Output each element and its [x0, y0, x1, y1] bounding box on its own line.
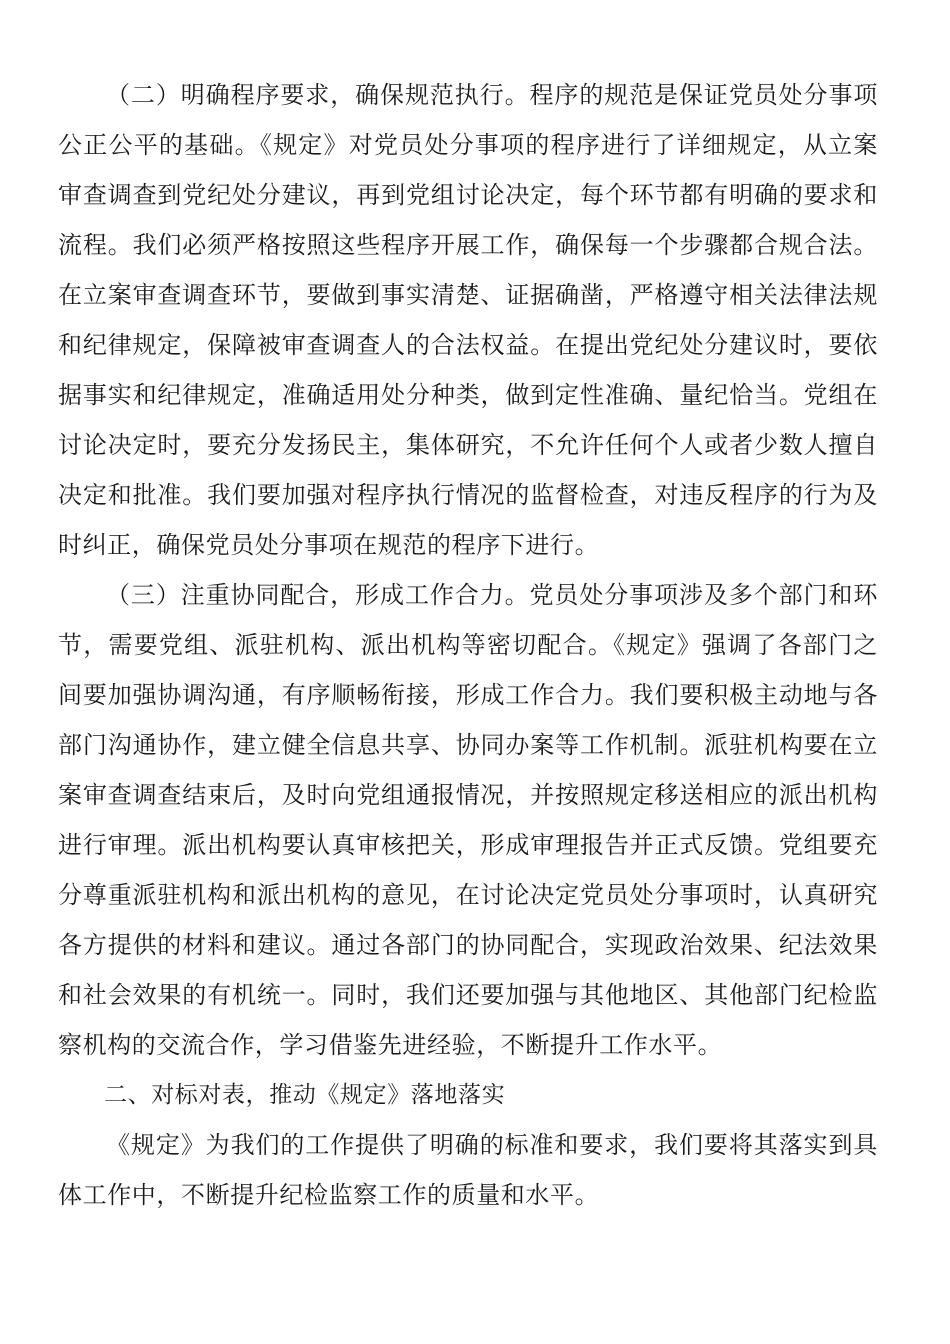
paragraph-coordination: （三）注重协同配合，形成工作合力。党员处分事项涉及多个部门和环节，需要党组、派驻机构、派出机构等密切配合。《规定》强调了各部门之间要加强协调沟通，有序顺畅衔接，形成工作合力。我们要积极主动地与各部门沟通协作，建立健全信息共享、协同办案等工作机制。派驻机构要在立案审查调查结束后，及时向党组通报情况，并按照规定移送相应的派出机构进行审理。派出机构要认真审核把关，形成审理报告并正式反馈。党组要充分尊重派驻机构和派出机构的意见，在讨论决定党员处分事项时，认真研究各方提供的材料和建议。通过各部门的协同配合，实现政治效果、纪法效果和社会效果的有机统一。同时，我们还要加强与其他地区、其他部门纪检监察机构的交流合作，学习借鉴先进经验，不断提升工作水平。: [58, 581, 878, 1059]
section-heading: 二、对标对表，推动《规定》落地落实: [104, 1082, 506, 1108]
document-body: [58, 70, 878, 1220]
paragraph-implementation: 《规定》为我们的工作提供了明确的标准和要求，我们要将其落实到具体工作中，不断提升纪检监察工作的质量和水平。: [58, 1131, 878, 1209]
paragraph-procedure-requirements: （二）明确程序要求，确保规范执行。程序的规范是保证党员处分事项公正公平的基础。《规定》对党员处分事项的程序进行了详细规定，从立案审查调查到党纪处分建议，再到党组讨论决定，每个环节都有明确的要求和流程。我们必须严格按照这些程序开展工作，确保每一个步骤都合规合法。在立案审查调查环节，要做到事实清楚、证据确凿，严格遵守相关法律法规和纪律规定，保障被审查调查人的合法权益。在提出党纪处分建议时，要依据事实和纪律规定，准确适用处分种类，做到定性准确、量纪恰当。党组在讨论决定时，要充分发扬民主，集体研究，不允许任何个人或者少数人擅自决定和批准。我们要加强对程序执行情况的监督检查，对违反程序的行为及时纠正，确保党员处分事项在规范的程序下进行。: [58, 81, 878, 559]
